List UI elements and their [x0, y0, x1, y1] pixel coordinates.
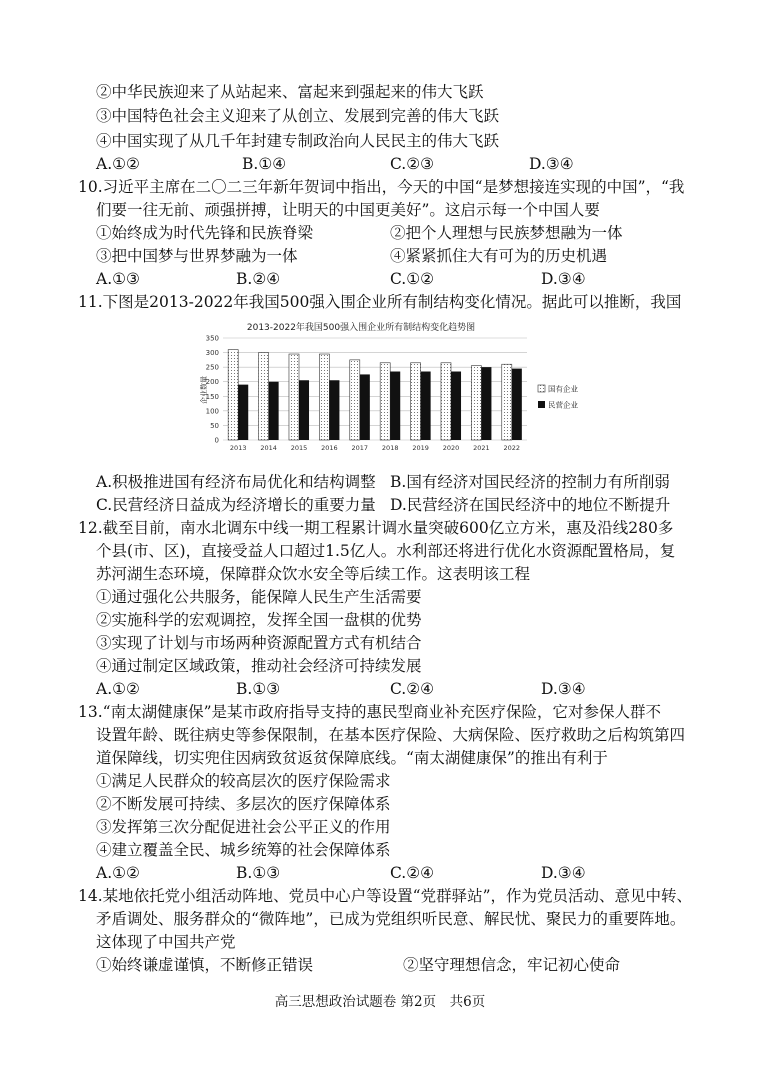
q9-option-b: B.①④: [242, 155, 287, 173]
q10-option-a: A.①③: [96, 270, 140, 288]
bar-state-owned: [441, 363, 451, 440]
q9-option-d: D.③④: [529, 155, 574, 173]
legend-swatch-state: [538, 385, 545, 392]
q10-option-b: B.②④: [236, 270, 281, 288]
q12-option-a: A.①②: [96, 680, 140, 698]
chart-x-ticks: [230, 444, 520, 452]
x-tick-label: 2020: [442, 444, 460, 452]
q13-item-2: ②不断发展可持续、多层次的医疗保障体系: [96, 795, 391, 813]
legend-label-state: 国有企业: [548, 384, 578, 394]
chart-bars: [228, 350, 522, 440]
chart-svg: [197, 318, 583, 470]
q13-stem-line-3: 道保障线，切实兜住因病致贫返贫保障底线。“南太湖健康保”的推出有利于: [96, 749, 608, 767]
chart-legend: [538, 384, 578, 410]
bar-state-owned: [380, 363, 390, 440]
q13-item-3: ③发挥第三次分配促进社会公平正义的作用: [96, 818, 391, 836]
bar-state-owned: [350, 360, 360, 440]
legend-label-private: 民营企业: [548, 400, 578, 410]
q13-item-1: ①满足人民群众的较高层次的医疗保险需求: [96, 772, 391, 790]
q11-option-a: A.积极推进国有经济布局优化和结构调整: [96, 473, 376, 491]
q12-option-b: B.①③: [236, 680, 281, 698]
q10-item-2: ②把个人理想与民族梦想融为一体: [390, 224, 623, 242]
q14-item-2: ②坚守理想信念，牢记初心使命: [403, 956, 621, 974]
q13-option-b: B.①③: [236, 864, 281, 882]
x-tick-label: 2022: [503, 444, 521, 452]
q13-stem-line-2: 设置年龄、既往病史等参保限制，在基本医疗保险、大病保险、医疗救助之后构筑第四: [96, 726, 686, 744]
bar-private: [390, 372, 400, 440]
bar-private: [451, 372, 461, 440]
q10-item-1: ①始终成为时代先锋和民族脊梁: [96, 224, 314, 242]
q13-item-4: ④建立覆盖全民、城乡统筹的社会保障体系: [96, 841, 391, 859]
q9-option-c: C.②③: [390, 155, 435, 173]
q12-stem-line-1: 12.截至目前，南水北调东中线一期工程累计调水量突破600亿立方米，惠及沿线280多: [78, 519, 674, 537]
q10-stem-line-1: 10.习近平主席在二〇二三年新年贺词中指出，今天的中国“是梦想接连实现的中国”，“我: [78, 178, 685, 196]
q9-item-3: ③中国特色社会主义迎来了从创立、发展到完善的伟大飞跃: [96, 107, 500, 125]
y-tick-label: 350: [205, 334, 219, 343]
q12-item-1: ①通过强化公共服务，能保障人民生产生活需要: [96, 588, 422, 606]
bar-private: [481, 367, 491, 440]
chart-title: 2013-2022年我国500强入围企业所有制结构变化趋势图: [246, 323, 476, 333]
q9-item-4: ④中国实现了从几千年封建专制政治向人民民主的伟大飞跃: [96, 132, 500, 150]
ownership-bar-chart: [197, 318, 583, 470]
x-tick-label: 2018: [381, 444, 399, 452]
q12-item-4: ④通过制定区域政策，推动社会经济可持续发展: [96, 657, 422, 675]
q12-option-d: D.③④: [541, 680, 586, 698]
bar-state-owned: [259, 353, 269, 440]
q10-stem-line-2: 们要一往无前、顽强拼搏，让明天的中国更美好”。这启示每一个中国人要: [96, 201, 600, 219]
bar-private: [238, 385, 248, 440]
q14-stem-line-1: 14.某地依托党小组活动阵地、党员中心户等设置“党群驿站”，作为党员活动、意见中转、: [78, 887, 693, 905]
x-tick-label: 2015: [290, 444, 308, 452]
q13-option-d: D.③④: [541, 864, 586, 882]
bar-state-owned: [228, 350, 238, 440]
q12-option-c: C.②④: [390, 680, 435, 698]
q14-stem-line-2: 矛盾调处、服务群众的“微阵地”，已成为党组织听民意、解民忧、聚民力的重要阵地。: [96, 910, 686, 928]
x-tick-label: 2013: [229, 444, 247, 452]
q11-option-d: D.民营经济在国民经济中的地位不断提升: [390, 496, 671, 514]
legend-swatch-private: [538, 401, 545, 408]
q10-item-3: ③把中国梦与世界梦融为一体: [96, 247, 298, 265]
x-tick-label: 2019: [412, 444, 429, 452]
page-footer: 高三思想政治试题卷 第2页 共6页: [274, 994, 486, 1010]
bar-state-owned: [289, 354, 299, 440]
q14-item-1: ①始终谦虚谨慎，不断修正错误: [96, 956, 314, 974]
q9-item-2: ②中华民族迎来了从站起来、富起来到强起来的伟大飞跃: [96, 83, 484, 101]
bar-state-owned: [502, 364, 512, 440]
chart-ylabel: 企业数量: [200, 376, 208, 404]
bar-state-owned: [319, 354, 329, 440]
y-tick-label: 150: [205, 392, 219, 401]
q10-option-c: C.①②: [390, 270, 435, 288]
q9-option-a: A.①②: [96, 155, 140, 173]
bar-private: [299, 380, 309, 440]
y-tick-label: 250: [205, 363, 219, 372]
q14-stem-line-3: 这体现了中国共产党: [96, 933, 236, 951]
q10-item-4: ④紧紧抓住大有可为的历史机遇: [390, 247, 608, 265]
q13-option-c: C.②④: [390, 864, 435, 882]
q12-stem-line-3: 苏河湖生态环境，保障群众饮水安全等后续工作。这表明该工程: [96, 565, 531, 583]
y-tick-label: 300: [205, 349, 219, 358]
q13-stem-line-1: 13.“南太湖健康保”是某市政府指导支持的惠民型商业补充医疗保险，它对参保人群不: [78, 703, 662, 721]
y-tick-label: 100: [205, 407, 219, 416]
bar-private: [360, 374, 370, 440]
bar-private: [329, 380, 339, 440]
q12-stem-line-2: 个县(市、区)，直接受益人口超过1.5亿人。水利部还将进行优化水资源配置格局，复: [96, 542, 676, 560]
x-tick-label: 2017: [351, 444, 369, 452]
q10-option-d: D.③④: [541, 270, 586, 288]
q11-stem-line: 11.下图是2013-2022年我国500强入围企业所有制结构变化情况。据此可以推断，我国: [78, 293, 682, 311]
q12-item-2: ②实施科学的宏观调控，发挥全国一盘棋的优势: [96, 611, 422, 629]
x-tick-label: 2021: [473, 444, 490, 452]
bar-state-owned: [471, 366, 481, 440]
q11-option-b: B.国有经济对国民经济的控制力有所削弱: [390, 473, 670, 491]
x-tick-label: 2016: [321, 444, 338, 452]
q12-item-3: ③实现了计划与市场两种资源配置方式有机结合: [96, 634, 422, 652]
y-tick-label: 50: [210, 421, 219, 430]
y-tick-label: 200: [205, 378, 219, 387]
bar-private: [269, 382, 279, 440]
bar-private: [512, 369, 522, 440]
y-tick-label: 0: [214, 436, 219, 445]
bar-state-owned: [411, 363, 421, 440]
bar-private: [421, 372, 431, 440]
q11-option-c: C.民营经济日益成为经济增长的重要力量: [96, 496, 376, 514]
q13-option-a: A.①②: [96, 864, 140, 882]
x-tick-label: 2014: [260, 444, 277, 452]
